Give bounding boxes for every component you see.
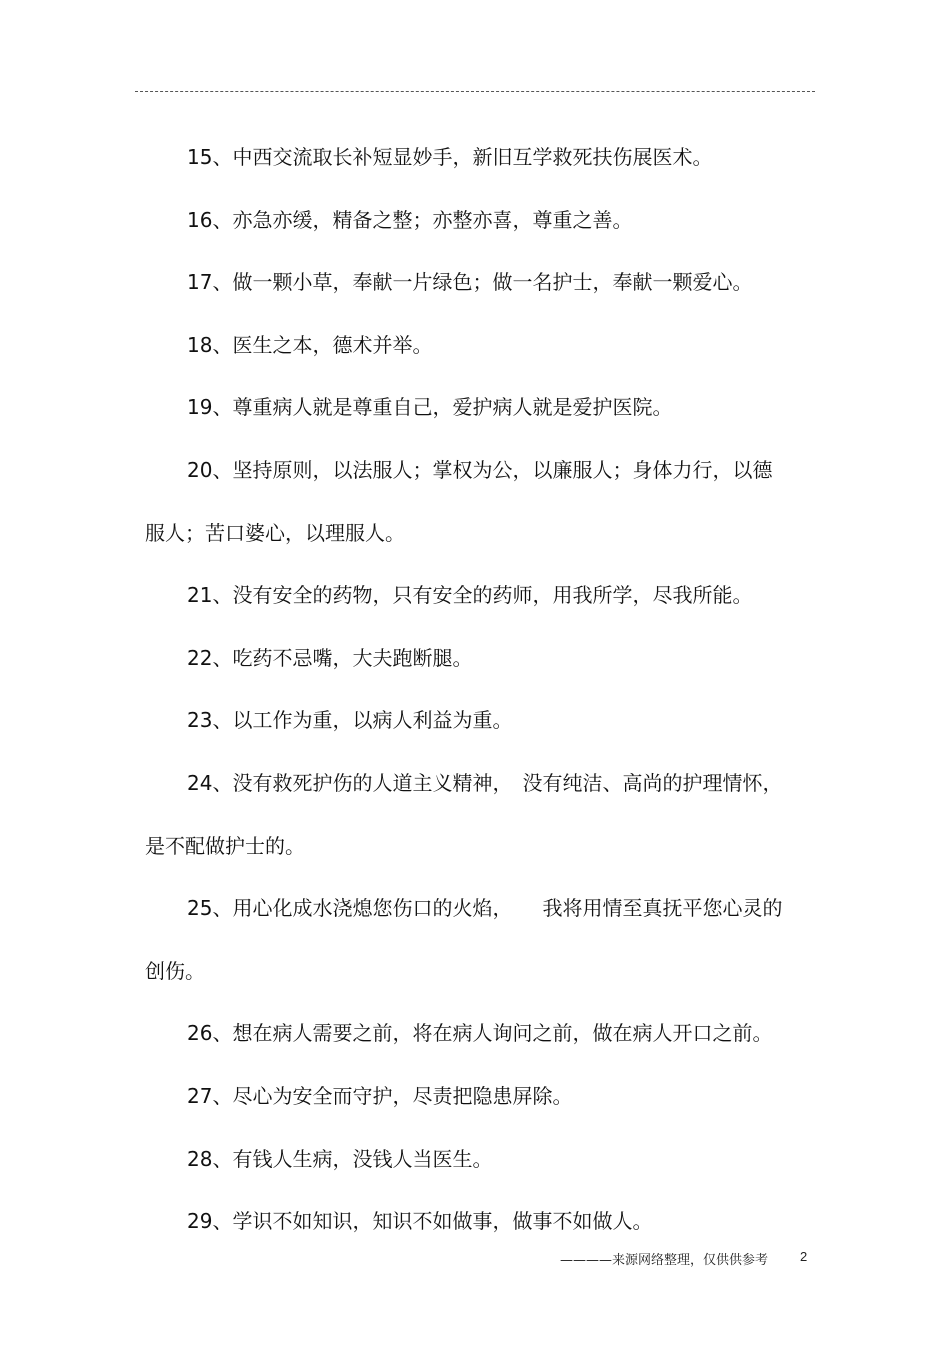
header-divider (135, 91, 815, 92)
list-item: 23、以工作为重，以病人利益为重。 (187, 708, 513, 733)
quote-list (145, 126, 790, 1253)
list-item: 29、学识不如知识，知识不如做事，做事不如做人。 (187, 1209, 653, 1234)
list-item: 25、用心化成水浇熄您伤口的火焰， 我将用情至真抚平您心灵的创伤。 (145, 896, 783, 983)
list-item: 21、没有安全的药物，只有安全的药师，用我所学，尽我所能。 (187, 583, 753, 608)
list-item: 24、没有救死护伤的人道主义精神， 没有纯洁、高尚的护理情怀，是不配做护士的。 (145, 770, 783, 858)
list-item: 15、中西交流取长补短显妙手，新旧互学救死扶伤展医术。 (187, 145, 713, 169)
list-item: 18、医生之本，德术并举。 (187, 332, 433, 357)
footer-source-note: ————来源网络整理，仅供供参考 (560, 1253, 769, 1268)
list-item: 22、吃药不忌嘴，大夫跑断腿。 (187, 645, 473, 670)
page-number: 2 (800, 1249, 808, 1264)
list-item: 16、亦急亦缓，精备之整；亦整亦喜，尊重之善。 (187, 207, 633, 232)
list-item: 20、坚持原则，以法服人；掌权为公，以廉服人；身体力行，以德服人；苦口婆心，以理服人。 (145, 457, 773, 545)
list-item: 17、做一颗小草，奉献一片绿色；做一名护士，奉献一颗爱心。 (187, 270, 753, 295)
list-item: 28、有钱人生病，没钱人当医生。 (187, 1146, 493, 1171)
list-item: 26、想在病人需要之前，将在病人询问之前，做在病人开口之前。 (187, 1021, 773, 1046)
list-item: 19、尊重病人就是尊重自己，爱护病人就是爱护医院。 (187, 395, 673, 420)
list-item: 27、尽心为安全而守护，尽责把隐患屏除。 (187, 1083, 573, 1108)
